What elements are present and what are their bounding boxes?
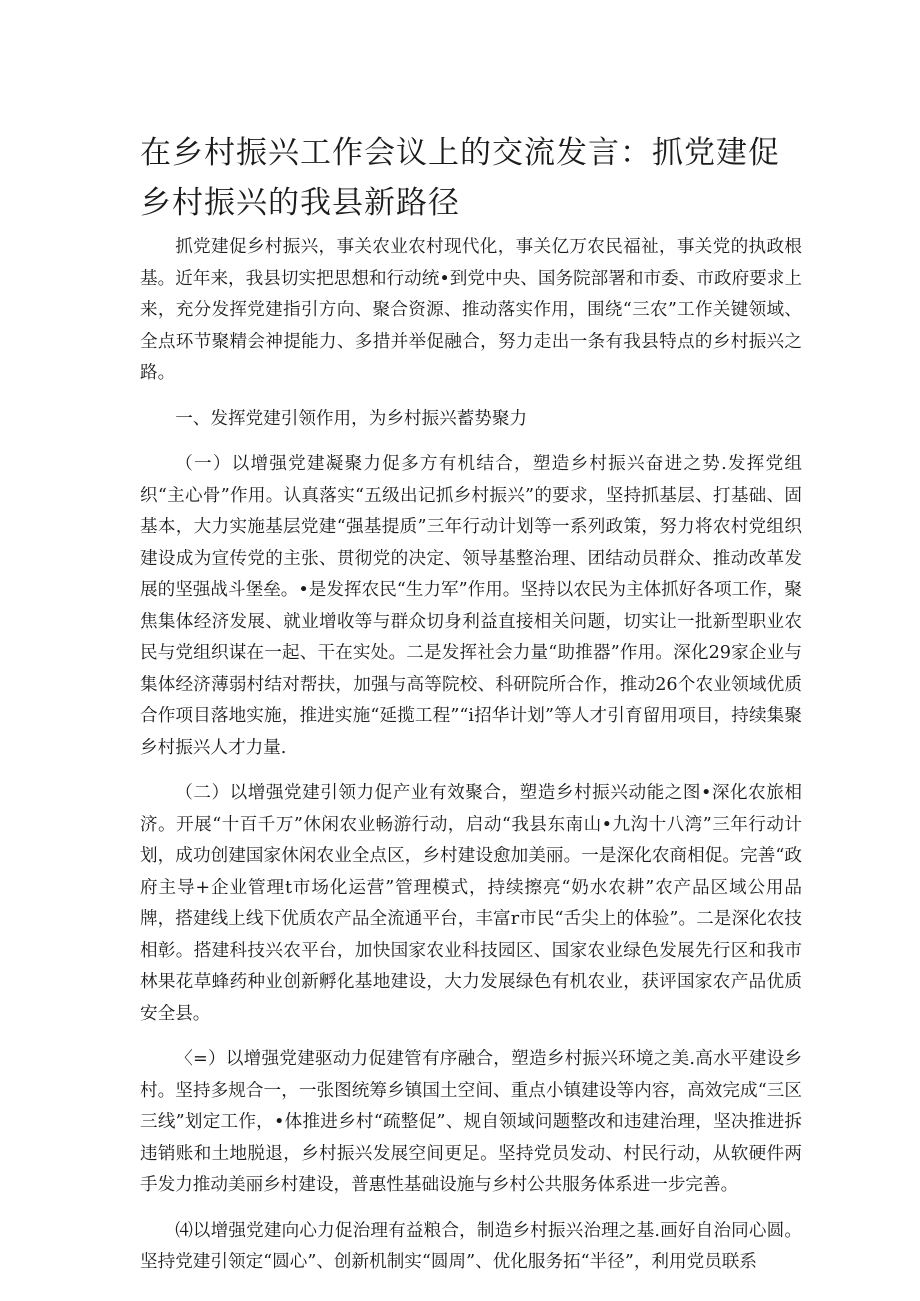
body-paragraph: 〈=）以增强党建驱动力促建管有序融合，塑造乡村振兴环境之美.高水平建设乡村。坚持多规合一，一张图统筹乡镇国土空间、重点小镇建设等内容，高效完成“三区三线”划定工作，•体推进乡村“疏整促”、规自领域问题整改和违建治理，坚决推进拆违销账和土地脱退，乡村振兴发展空间更足。坚持党员发动、村民行动，从软硬件两手发力推动美丽乡村建设，普惠性基础设施与乡村公共服务体系进一步完善。 bbox=[140, 1049, 802, 1195]
body-paragraph: ⑷以增强党建向心力促治理有益粮合，制造乡村振兴治理之基.画好自治同心圆。坚持党建引领定“圆心”、创新机制实“圆周”、优化服务拓“半径”，利用党员联系 bbox=[140, 1220, 802, 1272]
document-body bbox=[140, 232, 802, 1293]
intro-paragraph: 抓党建促乡村振兴，事关农业农村现代化，事关亿万农民福祉，事关党的执政根基。近年来，我县切实把思想和行动统•到党中央、国务院部署和市委、市政府要求上来，充分发挥党建指引方向、聚合资源、推动落实作用，围绕“三农”工作关键领域、全点环节聚精会神提能力、多措并举促融合，努力走出一条有我县特点的乡村振兴之路。 bbox=[140, 237, 802, 383]
document-title: 在乡村振兴工作会议上的交流发言：抓党建促乡村振兴的我县新路径 bbox=[140, 135, 780, 221]
body-paragraph: （二）以增强党建引领力促产业有效聚合，塑造乡村振兴动能之图•深化农旅相济。开展“十百千万”休闲农业畅游行动，启动“我县东南山•九沟十八湾”三年行动计划，成功创建国家休闲农业全点区，乡村建设愈加美丽。一是深化农商相促。完善“政府主导+企业管理t市场化运营”管理模式，持续擦亮“奶水农耕”农产品区域公用品牌，搭建线上线下优质农产品全流通平台，丰富r市民“舌尖上的体验”。二是深化农技相彰。搭建科技兴农平台，加快国家农业科技园区、国家农业绿色发展先行区和我市林果花草蜂药种业创新孵化基地建设，大力发展绿色有机农业，获评国家农产品优质安全县。 bbox=[140, 783, 802, 1024]
body-paragraph: （一）以增强党建凝聚力促多方有机结合，塑造乡村振兴奋进之势.发挥党组织“主心骨”作用。认真落实“五级出记抓乡村振兴”的要求，坚持抓基层、打基础、固基本，大力实施基层党建“强基提质”三年行动计划等一系列政策，努力将农村党组织建设成为宣传党的主张、贯彻党的决定、领导基整治理、团结动员群众、推动改革发展的坚强战斗堡垒。•是发挥农民“生力军”作用。坚持以农民为主体抓好各项工作，聚焦集体经济发展、就业增收等与群众切身利益直接相关问题，切实让一批新型职业农民与党组织谋在一起、干在实处。二是发挥社会力量“助推器”作用。深化29家企业与集体经济薄弱村结对帮扶，加强与高等院校、科研院所合作，推动26个农业领域优质合作项目落地实施，推进实施“延揽工程”“i招华计划”等人才引育留用项目，持续集聚乡村振兴人才力量. bbox=[140, 454, 802, 758]
section-heading: 一、发挥党建引领作用，为乡村振兴蓄势聚力 bbox=[175, 408, 528, 429]
